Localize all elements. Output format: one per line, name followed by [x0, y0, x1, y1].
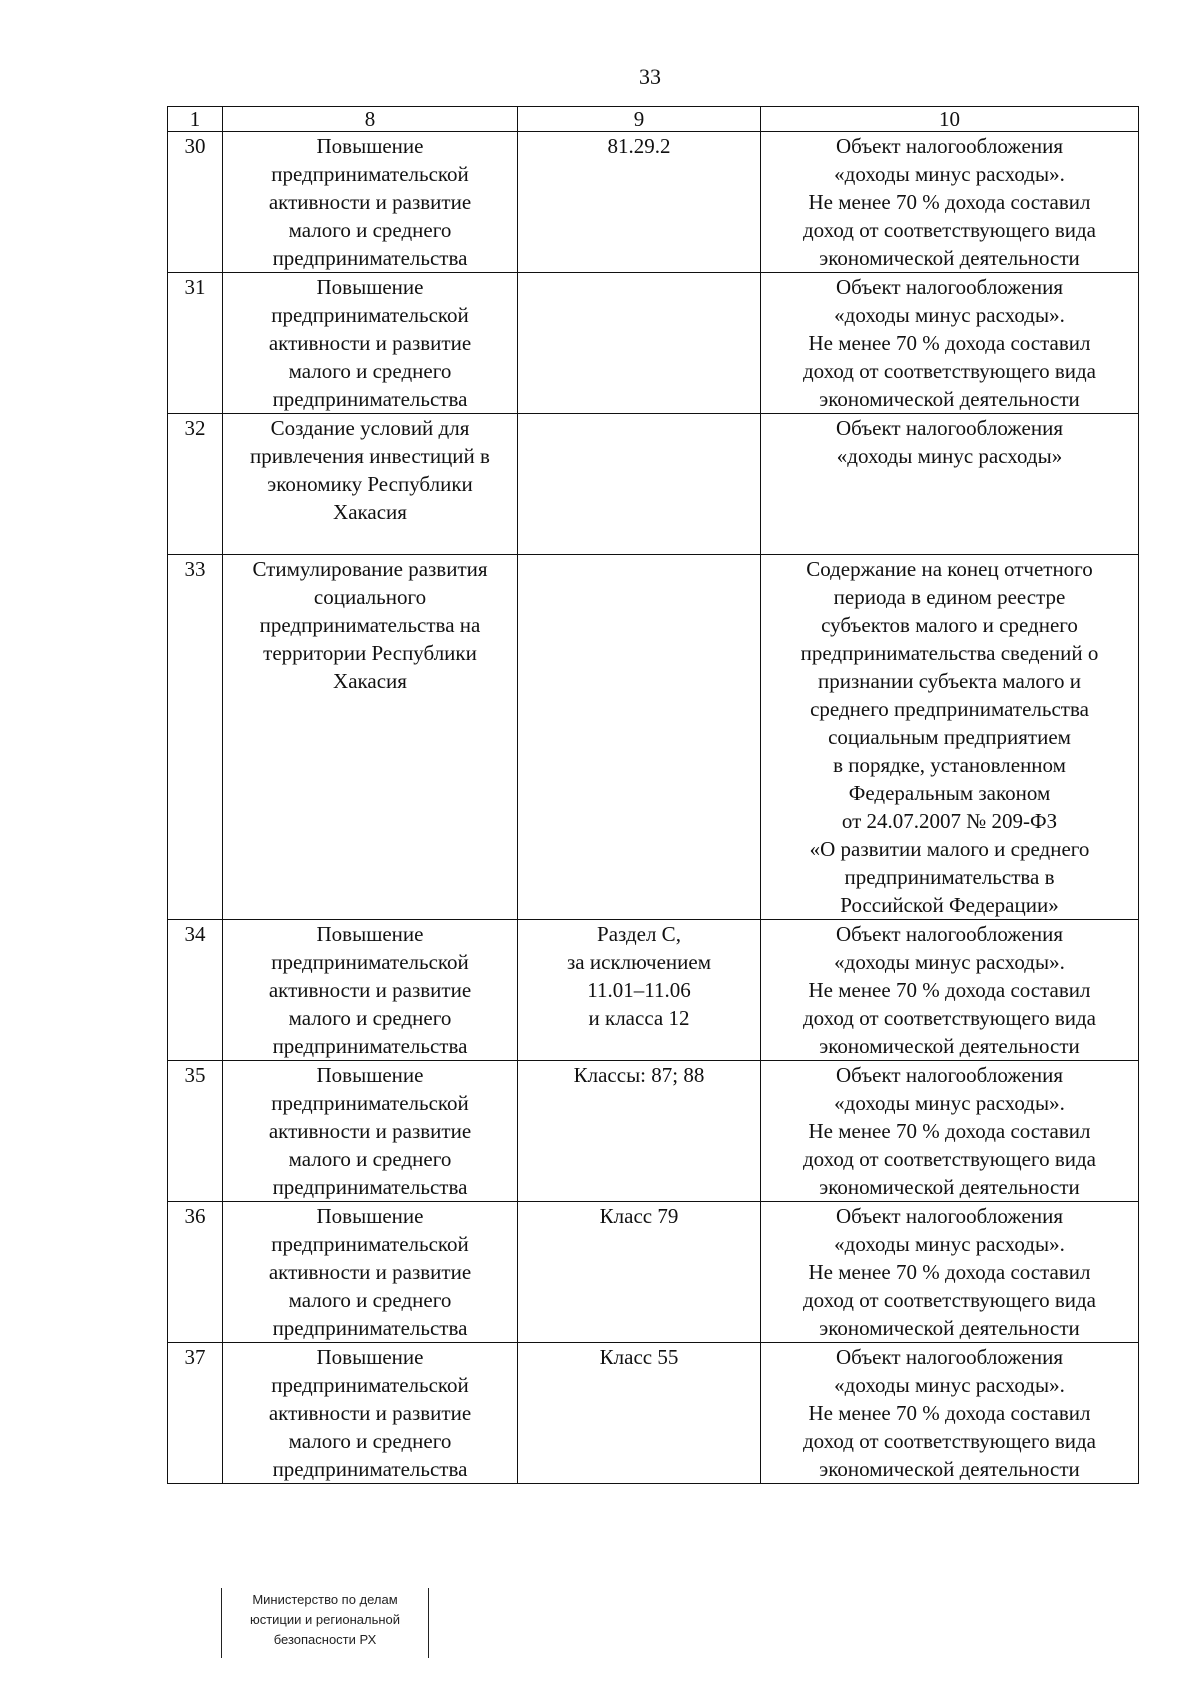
table-row: [168, 414, 1139, 555]
ministry-stamp: Министерство по делам юстиции и региональной безопасности РХ: [221, 1588, 429, 1658]
goal-cell: Повышение предпринимательской активности и развитие малого и среднего предпринимательства: [223, 1061, 518, 1202]
condition-cell: Объект налогообложения «доходы минус расходы»: [761, 414, 1139, 555]
activity-code-cell: Класс 79: [518, 1202, 761, 1343]
activity-code-cell: [518, 273, 761, 414]
row-number: 32: [168, 414, 223, 555]
table-row: [168, 1202, 1139, 1343]
activity-code-cell: Классы: 87; 88: [518, 1061, 761, 1202]
table-row: [168, 1343, 1139, 1484]
table-row: [168, 132, 1139, 273]
row-number: 34: [168, 920, 223, 1061]
page-number: 33: [639, 64, 661, 89]
goal-cell: Повышение предпринимательской активности и развитие малого и среднего предпринимательства: [223, 1202, 518, 1343]
header-cell-col-1: 1: [168, 107, 223, 132]
table-header-row: [168, 107, 1139, 132]
condition-cell: Содержание на конец отчетного периода в едином реестре субъектов малого и среднего предпринимательства сведений о признании субъекта малого и среднего предпринимательства социальным предприятием в порядке, установленном Федеральным законом от 24.07.2007 № 209-ФЗ «О развитии малого и среднего предпринимательства в Российской Федерации»: [761, 555, 1139, 920]
goal-cell: Стимулирование развития социального предпринимательства на территории Республики Хакасия: [223, 555, 518, 920]
goal-cell: Создание условий для привлечения инвестиций в экономику Республики Хакасия: [223, 414, 518, 555]
activity-code-cell: 81.29.2: [518, 132, 761, 273]
row-number: 30: [168, 132, 223, 273]
row-number: 33: [168, 555, 223, 920]
table-row: [168, 273, 1139, 414]
condition-cell: Объект налогообложения «доходы минус расходы». Не менее 70 % дохода составил доход от соответствующего вида экономической деятельности: [761, 1202, 1139, 1343]
header-cell-col-10: 10: [761, 107, 1139, 132]
condition-cell: Объект налогообложения «доходы минус расходы». Не менее 70 % дохода составил доход от соответствующего вида экономической деятельности: [761, 132, 1139, 273]
row-number: 35: [168, 1061, 223, 1202]
row-number: 31: [168, 273, 223, 414]
condition-cell: Объект налогообложения «доходы минус расходы». Не менее 70 % дохода составил доход от соответствующего вида экономической деятельности: [761, 920, 1139, 1061]
table-row: [168, 1061, 1139, 1202]
goal-cell: Повышение предпринимательской активности и развитие малого и среднего предпринимательства: [223, 1343, 518, 1484]
goal-cell: Повышение предпринимательской активности и развитие малого и среднего предпринимательства: [223, 273, 518, 414]
row-number: 36: [168, 1202, 223, 1343]
table-row: [168, 555, 1139, 920]
activity-code-cell: [518, 555, 761, 920]
activity-code-cell: Раздел С, за исключением 11.01–11.06 и класса 12: [518, 920, 761, 1061]
goal-cell: Повышение предпринимательской активности и развитие малого и среднего предпринимательства: [223, 920, 518, 1061]
condition-cell: Объект налогообложения «доходы минус расходы». Не менее 70 % дохода составил доход от соответствующего вида экономической деятельности: [761, 273, 1139, 414]
activity-code-cell: Класс 55: [518, 1343, 761, 1484]
header-cell-col-8: 8: [223, 107, 518, 132]
benefits-table: [167, 106, 1139, 1484]
condition-cell: Объект налогообложения «доходы минус расходы». Не менее 70 % дохода составил доход от соответствующего вида экономической деятельности: [761, 1061, 1139, 1202]
activity-code-cell: [518, 414, 761, 555]
row-number: 37: [168, 1343, 223, 1484]
table-row: [168, 920, 1139, 1061]
header-cell-col-9: 9: [518, 107, 761, 132]
condition-cell: Объект налогообложения «доходы минус расходы». Не менее 70 % дохода составил доход от соответствующего вида экономической деятельности: [761, 1343, 1139, 1484]
goal-cell: Повышение предпринимательской активности и развитие малого и среднего предпринимательства: [223, 132, 518, 273]
